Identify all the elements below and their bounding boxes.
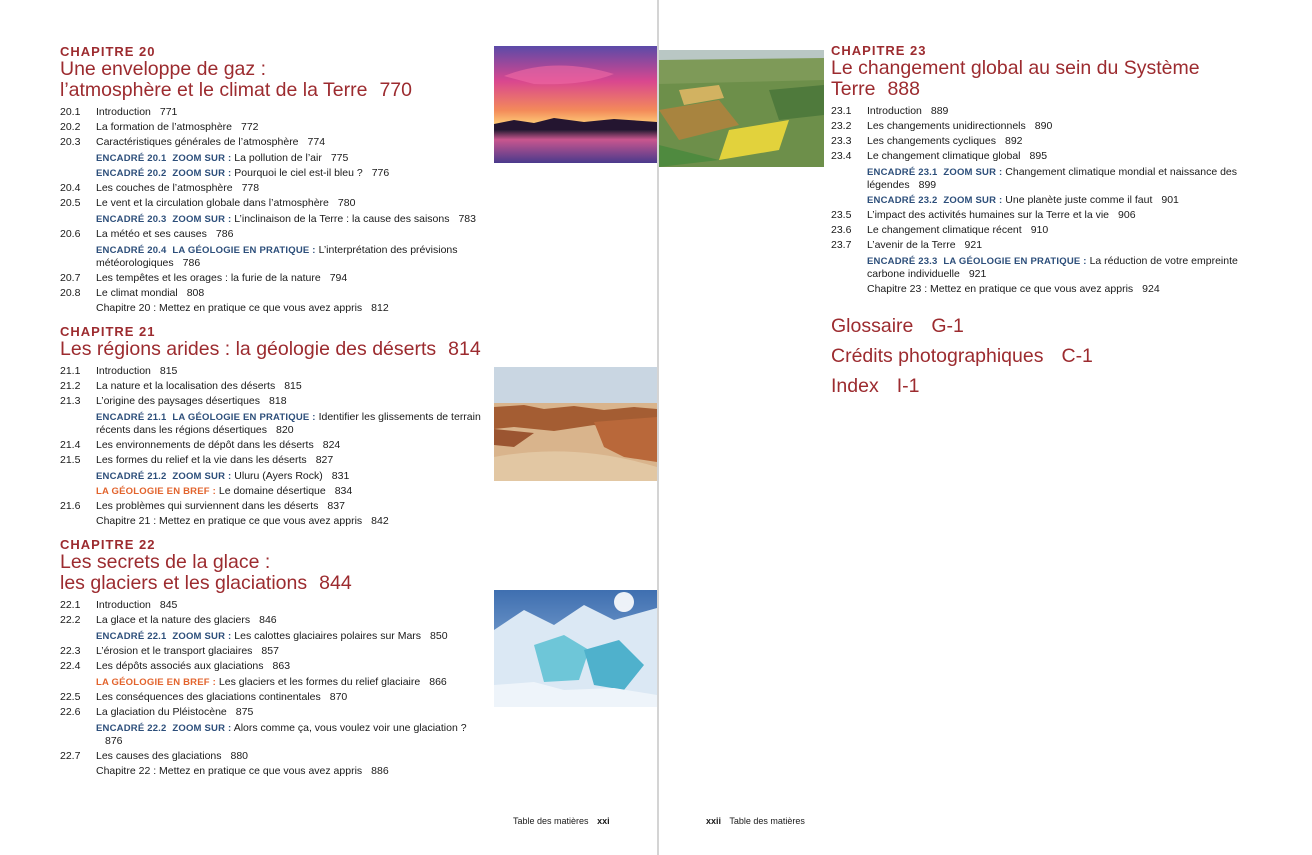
toc-entry bbox=[60, 394, 490, 409]
section-text: Introduction bbox=[867, 105, 922, 117]
glacier-ice-photo bbox=[494, 590, 657, 707]
page-number: 837 bbox=[327, 500, 345, 512]
section-title bbox=[867, 134, 1261, 149]
section-number: 22.4 bbox=[60, 660, 81, 672]
chapter-title-line bbox=[60, 339, 490, 360]
section-title bbox=[96, 659, 490, 674]
chapter-page-number: 770 bbox=[379, 79, 412, 101]
toc-entry bbox=[60, 135, 490, 150]
encadre-tag: ENCADRÉ 20.3 bbox=[96, 214, 167, 225]
encadre-text: Les calottes glaciaires polaires sur Mars bbox=[234, 630, 422, 642]
chapter-title-line bbox=[60, 552, 490, 573]
toc-entry bbox=[60, 181, 490, 196]
section-number: 22.2 bbox=[60, 614, 81, 626]
section-title bbox=[96, 598, 490, 613]
left-page-footer bbox=[513, 816, 610, 826]
section-title bbox=[96, 181, 490, 196]
encadre-kind: ZOOM SUR : bbox=[172, 168, 232, 179]
section-number: 22.1 bbox=[60, 599, 81, 611]
chapter-page-number: 844 bbox=[319, 572, 352, 594]
section-number: 23.6 bbox=[831, 224, 852, 236]
page-number: 808 bbox=[186, 287, 205, 299]
section-number: 20.2 bbox=[60, 121, 81, 133]
section-number: 20.4 bbox=[60, 182, 81, 194]
page-number: 886 bbox=[371, 765, 389, 777]
encadre-tag: ENCADRÉ 20.4 bbox=[96, 245, 167, 256]
page-number: 786 bbox=[182, 257, 201, 269]
section-title bbox=[867, 223, 1261, 238]
page-number: 845 bbox=[159, 599, 178, 611]
page-number: 815 bbox=[284, 380, 302, 392]
chapter-block bbox=[60, 324, 490, 529]
encadre-entry bbox=[867, 194, 1261, 207]
page-number: 775 bbox=[330, 152, 349, 164]
toc-entry bbox=[60, 364, 490, 379]
encadre-kind: ZOOM SUR : bbox=[172, 631, 232, 642]
page-number: 831 bbox=[331, 470, 350, 482]
chapter-title-text: les glaciers et les glaciations bbox=[60, 572, 308, 594]
section-number: 23.2 bbox=[831, 120, 852, 132]
section-title bbox=[96, 705, 490, 720]
encadre-text: Pourquoi le ciel est-il bleu ? bbox=[234, 167, 363, 179]
page-number: 772 bbox=[241, 121, 259, 133]
page-number: 776 bbox=[371, 167, 390, 179]
chapter-title bbox=[60, 339, 490, 360]
toc-entry bbox=[60, 749, 490, 764]
encadre-text: La pollution de l’air bbox=[234, 152, 322, 164]
left-page-toc bbox=[60, 44, 490, 787]
page-number: 899 bbox=[918, 179, 937, 191]
section-number: 20.3 bbox=[60, 136, 81, 148]
encadre-text: Alors comme ça, vous voulez voir une glaciation ? bbox=[233, 722, 467, 734]
page-number: 895 bbox=[1029, 150, 1048, 162]
section-number: 22.3 bbox=[60, 645, 81, 657]
page-number: 876 bbox=[105, 735, 123, 747]
page-number: 921 bbox=[968, 268, 987, 280]
encadre-text: L’interprétation des prévisions météorologiques bbox=[96, 244, 458, 269]
encadre-text: Uluru (Ayers Rock) bbox=[234, 470, 323, 482]
chapter-title-text: l’atmosphère et le climat de la Terre bbox=[60, 79, 368, 101]
back-matter-title: Crédits photographiques bbox=[831, 345, 1044, 367]
page-number: 875 bbox=[235, 706, 254, 718]
chapter-title bbox=[60, 552, 490, 594]
section-title bbox=[867, 104, 1261, 119]
brief-tag: LA GÉOLOGIE EN BREF : bbox=[96, 486, 216, 497]
section-text: Les problèmes qui surviennent dans les déserts bbox=[96, 500, 319, 512]
encadre-text: Changement climatique mondial et naissance des légendes bbox=[867, 166, 1237, 191]
section-text: Les environnements de dépôt dans les déserts bbox=[96, 439, 314, 451]
review-text: Chapitre 23 : Mettez en pratique ce que vous avez appris bbox=[867, 283, 1134, 295]
section-number: 21.2 bbox=[60, 380, 81, 392]
encadre-tag: ENCADRÉ 23.3 bbox=[867, 256, 938, 267]
chapter-title-line bbox=[60, 80, 490, 101]
chapter-title-text: Une enveloppe de gaz : bbox=[60, 58, 266, 80]
section-title bbox=[867, 149, 1261, 164]
toc-entry bbox=[60, 690, 490, 705]
encadre-kind: ZOOM SUR : bbox=[172, 214, 232, 225]
section-title bbox=[96, 379, 490, 394]
page-number: 827 bbox=[315, 454, 334, 466]
encadre-kind: ZOOM SUR : bbox=[943, 195, 1003, 206]
section-text: Le changement climatique global bbox=[867, 150, 1021, 162]
toc-entry bbox=[831, 119, 1261, 134]
toc-entry bbox=[60, 659, 490, 674]
review-text: Chapitre 22 : Mettez en pratique ce que vous avez appris bbox=[96, 765, 363, 777]
section-text: Les causes des glaciations bbox=[96, 750, 222, 762]
encadre-tag: ENCADRÉ 21.2 bbox=[96, 471, 167, 482]
section-number: 20.6 bbox=[60, 228, 81, 240]
encadre-tag: ENCADRÉ 23.1 bbox=[867, 167, 938, 178]
toc-entry bbox=[60, 271, 490, 286]
encadre-tag: ENCADRÉ 20.1 bbox=[96, 153, 167, 164]
section-text: La glace et la nature des glaciers bbox=[96, 614, 251, 626]
toc-entry bbox=[831, 149, 1261, 164]
section-text: Les changements unidirectionnels bbox=[867, 120, 1026, 132]
page-number: 842 bbox=[371, 515, 389, 527]
section-number: 22.5 bbox=[60, 691, 81, 703]
section-title bbox=[96, 196, 490, 211]
page-number: 850 bbox=[430, 630, 448, 642]
page-number: 774 bbox=[307, 136, 326, 148]
page-number: 924 bbox=[1142, 283, 1160, 295]
chapter-label: CHAPITRE 22 bbox=[60, 537, 156, 552]
encadre-text: La réduction de votre empreinte carbone individuelle bbox=[867, 255, 1238, 280]
section-title bbox=[96, 438, 490, 453]
section-number: 20.7 bbox=[60, 272, 81, 284]
page-number: 892 bbox=[1005, 135, 1023, 147]
chapter-title-line bbox=[60, 573, 490, 594]
encadre-kind: LA GÉOLOGIE EN PRATIQUE : bbox=[172, 245, 316, 256]
page-number: 863 bbox=[272, 660, 291, 672]
section-text: La météo et ses causes bbox=[96, 228, 207, 240]
chapter-review-entry bbox=[96, 301, 490, 316]
encadre-entry bbox=[96, 470, 490, 483]
review-text: Chapitre 20 : Mettez en pratique ce que vous avez appris bbox=[96, 302, 363, 314]
chapter-block bbox=[60, 44, 490, 316]
section-number: 20.8 bbox=[60, 287, 81, 299]
brief-tag: LA GÉOLOGIE EN BREF : bbox=[96, 677, 216, 688]
encadre-kind: ZOOM SUR : bbox=[172, 153, 232, 164]
section-number: 21.3 bbox=[60, 395, 81, 407]
page-number: 794 bbox=[329, 272, 348, 284]
toc-entry bbox=[831, 238, 1261, 253]
chapter-title bbox=[60, 59, 490, 101]
toc-entry bbox=[60, 120, 490, 135]
section-title bbox=[96, 120, 490, 135]
brief-text: Les glaciers et les formes du relief glaciaire bbox=[218, 676, 421, 688]
encadre-tag: ENCADRÉ 22.2 bbox=[96, 723, 167, 734]
aerial-farmland-photo bbox=[659, 50, 824, 167]
right-page-toc bbox=[831, 43, 1261, 401]
encadre-entry bbox=[96, 630, 490, 643]
section-number: 20.1 bbox=[60, 106, 81, 118]
section-text: Le changement climatique récent bbox=[867, 224, 1022, 236]
section-text: Caractéristiques générales de l’atmosphère bbox=[96, 136, 299, 148]
page-number: 890 bbox=[1034, 120, 1053, 132]
section-number: 22.6 bbox=[60, 706, 81, 718]
section-title bbox=[96, 286, 490, 301]
chapter-review-entry bbox=[96, 764, 490, 779]
page-number: 818 bbox=[269, 395, 287, 407]
geologie-en-bref-entry bbox=[96, 485, 490, 498]
encadre-text: Une planète juste comme il faut bbox=[1005, 194, 1153, 206]
encadre-entry bbox=[96, 152, 490, 165]
toc-entry bbox=[60, 105, 490, 120]
section-number: 20.5 bbox=[60, 197, 81, 209]
section-title bbox=[96, 690, 490, 705]
section-number: 23.1 bbox=[831, 105, 852, 117]
chapter-block bbox=[60, 537, 490, 779]
section-title bbox=[96, 105, 490, 120]
toc-entry bbox=[60, 705, 490, 720]
chapter-label: CHAPITRE 21 bbox=[60, 324, 156, 339]
page-number: 870 bbox=[329, 691, 348, 703]
section-text: Les tempêtes et les orages : la furie de la nature bbox=[96, 272, 321, 284]
section-number: 21.4 bbox=[60, 439, 81, 451]
section-title bbox=[96, 499, 490, 514]
desert-canyon-photo bbox=[494, 367, 657, 481]
section-text: Introduction bbox=[96, 106, 151, 118]
toc-entry bbox=[60, 499, 490, 514]
encadre-entry bbox=[96, 411, 490, 437]
toc-entry bbox=[831, 134, 1261, 149]
encadre-kind: ZOOM SUR : bbox=[172, 471, 232, 482]
back-matter-entry bbox=[831, 341, 1261, 371]
page-number: 901 bbox=[1161, 194, 1179, 206]
encadre-entry bbox=[96, 244, 490, 270]
encadre-tag: ENCADRÉ 22.1 bbox=[96, 631, 167, 642]
toc-entry bbox=[60, 453, 490, 468]
section-title bbox=[96, 453, 490, 468]
section-number: 23.7 bbox=[831, 239, 852, 251]
toc-entry bbox=[60, 286, 490, 301]
section-title bbox=[96, 394, 490, 409]
encadre-entry bbox=[96, 213, 490, 226]
section-title bbox=[96, 271, 490, 286]
toc-entry bbox=[831, 104, 1261, 119]
footer-page-number: xxi bbox=[597, 816, 610, 826]
encadre-entry bbox=[96, 167, 490, 180]
section-title bbox=[96, 749, 490, 764]
section-text: Les conséquences des glaciations continentales bbox=[96, 691, 321, 703]
section-number: 21.1 bbox=[60, 365, 81, 377]
section-text: Introduction bbox=[96, 599, 151, 611]
section-number: 23.5 bbox=[831, 209, 852, 221]
sunset-lake-photo bbox=[494, 46, 657, 163]
page-number: 786 bbox=[215, 228, 234, 240]
section-text: L’avenir de la Terre bbox=[867, 239, 956, 251]
back-matter-entry bbox=[831, 311, 1261, 341]
encadre-kind: ZOOM SUR : bbox=[943, 167, 1003, 178]
toc-entry bbox=[831, 223, 1261, 238]
page-number: 815 bbox=[159, 365, 178, 377]
chapter-title-text: Les secrets de la glace : bbox=[60, 551, 271, 573]
brief-text: Le domaine désertique bbox=[218, 485, 326, 497]
page-number: 812 bbox=[371, 302, 389, 314]
section-title bbox=[867, 119, 1261, 134]
section-text: La glaciation du Pléistocène bbox=[96, 706, 227, 718]
back-matter-title: Glossaire bbox=[831, 315, 914, 337]
section-text: Les formes du relief et la vie dans les déserts bbox=[96, 454, 307, 466]
section-text: L’origine des paysages désertiques bbox=[96, 395, 261, 407]
toc-entry bbox=[60, 613, 490, 628]
section-text: L’impact des activités humaines sur la Terre et la vie bbox=[867, 209, 1110, 221]
section-text: Les couches de l’atmosphère bbox=[96, 182, 233, 194]
encadre-text: Identifier les glissements de terrain récents dans les régions désertiques bbox=[96, 411, 481, 436]
page-number: 866 bbox=[429, 676, 447, 688]
section-title bbox=[96, 227, 490, 242]
chapter-title bbox=[831, 58, 1261, 100]
toc-entry bbox=[60, 598, 490, 613]
section-text: Les dépôts associés aux glaciations bbox=[96, 660, 264, 672]
encadre-text: L’inclinaison de la Terre : la cause des saisons bbox=[234, 213, 450, 225]
toc-entry bbox=[60, 196, 490, 211]
footer-label: Table des matières bbox=[513, 816, 589, 826]
section-title bbox=[867, 208, 1261, 223]
back-matter-title: Index bbox=[831, 375, 879, 397]
page-number: 820 bbox=[276, 424, 294, 436]
footer-label: Table des matières bbox=[729, 816, 805, 826]
section-number: 23.3 bbox=[831, 135, 852, 147]
chapter-label: CHAPITRE 20 bbox=[60, 44, 156, 59]
page-number: 834 bbox=[334, 485, 353, 497]
encadre-kind: LA GÉOLOGIE EN PRATIQUE : bbox=[172, 412, 316, 423]
section-number: 23.4 bbox=[831, 150, 852, 162]
encadre-tag: ENCADRÉ 21.1 bbox=[96, 412, 167, 423]
encadre-kind: LA GÉOLOGIE EN PRATIQUE : bbox=[943, 256, 1087, 267]
page-number: 880 bbox=[230, 750, 249, 762]
section-title bbox=[96, 135, 490, 150]
chapter-title-text: Les régions arides : la géologie des déserts bbox=[60, 338, 437, 360]
page-number: 824 bbox=[322, 439, 341, 451]
toc-entry bbox=[60, 379, 490, 394]
chapter-title-line bbox=[831, 58, 1261, 79]
page-number: 921 bbox=[964, 239, 983, 251]
section-text: La formation de l’atmosphère bbox=[96, 121, 232, 133]
back-matter-page: C-1 bbox=[1061, 345, 1093, 367]
section-number: 21.6 bbox=[60, 500, 81, 512]
section-title bbox=[867, 238, 1261, 253]
page-number: 783 bbox=[458, 213, 476, 225]
footer-page-number: xxii bbox=[706, 816, 722, 826]
section-title bbox=[96, 613, 490, 628]
toc-entry bbox=[60, 644, 490, 659]
chapter-page-number: 888 bbox=[887, 78, 920, 100]
section-number: 21.5 bbox=[60, 454, 81, 466]
page-number: 857 bbox=[261, 645, 279, 657]
back-matter-page: G-1 bbox=[931, 315, 964, 337]
page-number: 906 bbox=[1118, 209, 1136, 221]
page-number: 771 bbox=[159, 106, 178, 118]
encadre-entry bbox=[96, 722, 490, 748]
encadre-entry bbox=[867, 166, 1261, 192]
section-text: Le climat mondial bbox=[96, 287, 178, 299]
back-matter-page: I-1 bbox=[896, 375, 920, 397]
section-text: Le vent et la circulation globale dans l’atmosphère bbox=[96, 197, 329, 209]
page-number: 780 bbox=[337, 197, 356, 209]
chapter-title-line bbox=[60, 59, 490, 80]
page-number: 910 bbox=[1030, 224, 1049, 236]
chapter-title-text: Terre bbox=[831, 78, 876, 100]
encadre-tag: ENCADRÉ 20.2 bbox=[96, 168, 167, 179]
encadre-kind: ZOOM SUR : bbox=[172, 723, 232, 734]
back-matter-list bbox=[831, 311, 1261, 401]
chapter-review-entry bbox=[867, 282, 1261, 297]
toc-entry bbox=[60, 227, 490, 242]
toc-entry bbox=[831, 208, 1261, 223]
section-text: Les changements cycliques bbox=[867, 135, 996, 147]
encadre-entry bbox=[867, 255, 1261, 281]
chapter-review-entry bbox=[96, 514, 490, 529]
review-text: Chapitre 21 : Mettez en pratique ce que vous avez appris bbox=[96, 515, 363, 527]
page-number: 889 bbox=[930, 105, 949, 117]
toc-entry bbox=[60, 438, 490, 453]
chapter-title-text: Le changement global au sein du Système bbox=[831, 57, 1200, 79]
encadre-tag: ENCADRÉ 23.2 bbox=[867, 195, 938, 206]
section-text: L’érosion et le transport glaciaires bbox=[96, 645, 253, 657]
chapter-title-line bbox=[831, 79, 1261, 100]
section-title bbox=[96, 644, 490, 659]
page-number: 846 bbox=[259, 614, 277, 626]
chapter-page-number: 814 bbox=[448, 338, 481, 360]
section-text: La nature et la localisation des déserts bbox=[96, 380, 276, 392]
section-number: 22.7 bbox=[60, 750, 81, 762]
section-text: Introduction bbox=[96, 365, 151, 377]
page-number: 778 bbox=[241, 182, 260, 194]
back-matter-entry bbox=[831, 371, 1261, 401]
chapter-label: CHAPITRE 23 bbox=[831, 43, 927, 58]
section-title bbox=[96, 364, 490, 379]
chapter-block bbox=[831, 43, 1261, 297]
right-page-footer bbox=[706, 816, 805, 826]
geologie-en-bref-entry bbox=[96, 676, 490, 689]
